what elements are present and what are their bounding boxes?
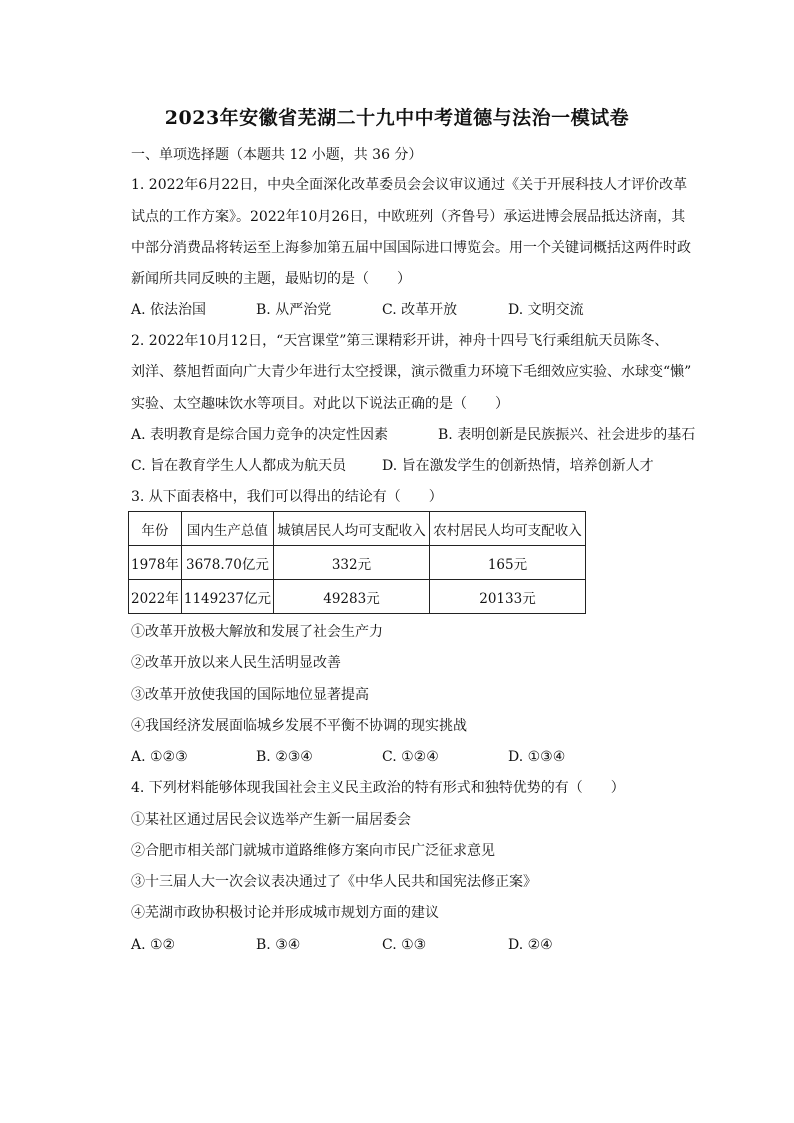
table-header-cell: 年份 (129, 512, 182, 546)
q2-option-d: D. 旨在激发学生的创新热情，培养创新人才 (382, 458, 654, 474)
q2-line: 2. 2022年10月12日，“天宫课堂”第三课精彩开讲，神舟十四号飞行乘组航天员陈冬、 (131, 333, 669, 349)
q4-option-a: A. ①② (131, 937, 176, 953)
table-cell: 1149237亿元 (181, 580, 273, 614)
table-cell: 165元 (429, 546, 585, 580)
table-header-row (129, 512, 586, 546)
table-header-cell: 农村居民人均可支配收入 (429, 512, 585, 546)
section-heading: 一、单项选择题（本题共 12 小题，共 36 分） (131, 147, 423, 163)
q2-option-c: C. 旨在教育学生人人都成为航天员 (131, 458, 347, 474)
q3-option-a: A. ①②③ (131, 749, 188, 765)
q1-line: 新闻所共同反映的主题，最贴切的是（ ） (131, 271, 411, 287)
q2-line: 实验、太空趣味饮水等项目。对此以下说法正确的是（ ） (131, 396, 509, 412)
q1-option-a: A. 依法治国 (131, 302, 207, 318)
q2-option-b: B. 表明创新是民族振兴、社会进步的基石 (438, 427, 696, 443)
q3-statement: ③改革开放使我国的国际地位显著提高 (131, 687, 369, 703)
table-row (129, 546, 586, 580)
q1-line: 1. 2022年6月22日，中央全面深化改革委员会会议审议通过《关于开展科技人才评价改革 (131, 177, 688, 193)
q4-option-b: B. ③④ (256, 937, 301, 953)
q3-statement: ①改革开放极大解放和发展了社会生产力 (131, 624, 383, 640)
q4-stem: 4. 下列材料能够体现我国社会主义民主政治的特有形式和独特优势的有（ ） (131, 780, 625, 796)
q3-stem: 3. 从下面表格中，我们可以得出的结论有（ ） (131, 489, 443, 505)
q1-line: 试点的工作方案》。2022年10月26日，中欧班列（齐鲁号）承运进博会展品抵达济南，其 (131, 209, 686, 225)
table-row (129, 580, 586, 614)
table-cell: 3678.70亿元 (181, 546, 273, 580)
table-cell: 20133元 (429, 580, 585, 614)
q4-option-d: D. ②④ (508, 937, 553, 953)
table-cell: 2022年 (129, 580, 182, 614)
q2-line: 刘洋、蔡旭哲面向广大青少年进行太空授课，演示微重力环境下毛细效应实验、水球变“懒” (131, 364, 692, 380)
income-table (128, 511, 586, 614)
q1-line: 中部分消费品将转运至上海参加第五届中国国际进口博览会。用一个关键词概括这两件时政 (131, 240, 691, 256)
table-header-cell: 城镇居民人均可支配收入 (273, 512, 429, 546)
q4-statement: ④芜湖市政协积极讨论并形成城市规划方面的建议 (131, 905, 439, 921)
q1-option-d: D. 文明交流 (508, 302, 584, 318)
q3-statement: ②改革开放以来人民生活明显改善 (131, 655, 341, 671)
table-cell: 332元 (273, 546, 429, 580)
q3-option-b: B. ②③④ (256, 749, 313, 765)
q2-option-a: A. 表明教育是综合国力竞争的决定性因素 (131, 427, 389, 443)
q3-option-d: D. ①③④ (508, 749, 566, 765)
table-header-cell: 国内生产总值 (181, 512, 273, 546)
q4-option-c: C. ①③ (382, 937, 427, 953)
q4-statement: ①某社区通过居民会议选举产生新一届居委会 (131, 812, 411, 828)
q4-statement: ③十三届人大一次会议表决通过了《中华人民共和国宪法修正案》 (131, 874, 537, 890)
q4-statement: ②合肥市相关部门就城市道路维修方案向市民广泛征求意见 (131, 843, 495, 859)
q3-statement: ④我国经济发展面临城乡发展不平衡不协调的现实挑战 (131, 718, 467, 734)
q3-option-c: C. ①②④ (382, 749, 439, 765)
exam-title: 2023年安徽省芜湖二十九中中考道德与法治一模试卷 (164, 107, 630, 129)
table-cell: 1978年 (129, 546, 182, 580)
table-cell: 49283元 (273, 580, 429, 614)
q1-option-b: B. 从严治党 (256, 302, 332, 318)
q1-option-c: C. 改革开放 (382, 302, 458, 318)
